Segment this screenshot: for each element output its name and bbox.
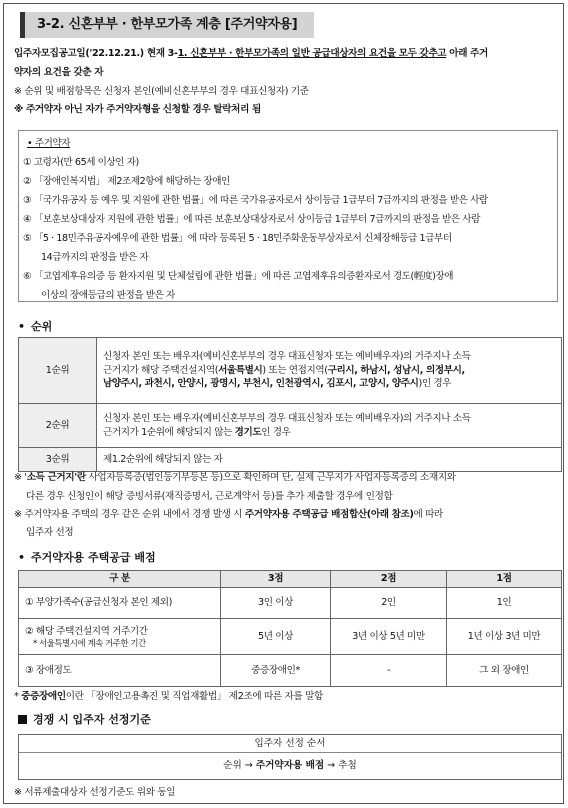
score-1: 1인 (447, 588, 562, 619)
square-bullet-icon (18, 715, 27, 724)
rank-description: 제1.2순위에 해당되지 않는 자 (97, 448, 562, 472)
intro-note-1: ※ 순위 및 배점항목은 신청자 본인(예비신혼부부의 경우 대표신청자) 기준 (14, 86, 309, 97)
rank-note-1: ※ '소득 근거지'란 사업자등록증(법인등기부등본 등)으로 확인하며 단, 실제 근무지가 사업자등록증의 소재지와 (14, 472, 456, 483)
allocation-heading: • 주거약자용 주택공급 배점 (18, 551, 156, 564)
selection-order-body: 순위 → 주거약자용 배점 → 추첨 (223, 760, 357, 771)
score-2: - (331, 655, 447, 687)
allocation-footnote: * 중증장애인이란 「장애인고용촉진 및 직업재활법」 제2조에 따른 자를 말함 (14, 691, 323, 702)
intro-line-1: 입주자모집공고일('22.12.21.) 현재 3-1. 신혼부부 · 한부모가족의 일반 공급대상자의 요건을 모두 갖추고 아래 주거 (14, 48, 488, 59)
criteria-item: ⑥ 「고엽제후유의증 등 환자지원 및 단체설립에 관한 법률」에 따른 고엽제후유의증환자로서 경도(輕度)장애 (23, 271, 454, 282)
criteria-item: ③ 「국가유공자 등 예우 및 지원에 관한 법률」에 따른 국가유공자로서 상이등급 1급부터 7급까지의 판정을 받은 사람 (23, 195, 488, 206)
table-row (19, 404, 562, 448)
criteria-box (18, 130, 558, 302)
rank-description: 신청자 본인 또는 배우자(예비신혼부부의 경우 대표신청자 또는 예비배우자)의 거주지나 소득 근거지가 해당 주택건설지역(서울특별시) 또는 연접지역(구리시, 하남시, 성남시, 의정부시, 남양주시, 과천시, 안양시, 광명시, 부천시, 인천광역시, 김포시, 고양시, 양주시)인 경우 (97, 338, 562, 404)
criteria-label: ② 해당 주택건설지역 거주기간 * 서울특별시에 계속 거주한 기간 (19, 619, 221, 655)
table-row (19, 655, 562, 687)
allocation-table (18, 570, 562, 687)
score-2: 3년 이상 5년 미만 (331, 619, 447, 655)
section-title (20, 12, 314, 38)
rank-note-1-cont: 다른 경우 신청인이 해당 증빙서류(재직증명서, 근로계약서 등)를 추가 제출할 경우에 인정함 (26, 491, 393, 502)
criteria-item: ④ 「보훈보상대상자 지원에 관한 법률」에 따른 보훈보상대상자로서 상이등급 1급부터 7급까지의 판정을 받은 사람 (23, 214, 480, 225)
selection-note: ※ 서류제출대상자 선정기준도 위와 동일 (14, 787, 176, 798)
score-3: 5년 이상 (221, 619, 331, 655)
section-title-text: 3-2. 신혼부부 · 한부모가족 계층 [주거약자용] (37, 16, 298, 32)
rank-label: 2순위 (19, 404, 97, 448)
selection-order-box (18, 734, 562, 780)
column-header: 2점 (331, 571, 447, 588)
document-page (3, 3, 564, 804)
rank-label: 1순위 (19, 338, 97, 404)
criteria-item: ② 「장애인복지법」 제2조제2항에 해당하는 장애인 (23, 176, 230, 187)
table-row (19, 619, 562, 655)
column-header: 3점 (221, 571, 331, 588)
intro-note-2: ※ 주거약자 아닌 자가 주거약자형을 신청할 경우 탈락처리 됨 (14, 104, 261, 115)
score-3: 3인 이상 (221, 588, 331, 619)
column-header: 1점 (447, 571, 562, 588)
intro-line-2: 약자의 요건을 갖춘 자 (14, 67, 104, 78)
rank-description: 신청자 본인 또는 배우자(예비신혼부부의 경우 대표신청자 또는 예비배우자)의 거주지나 소득 근거지가 1순위에 해당되지 않는 경기도인 경우 (97, 404, 562, 448)
score-3: 중증장애인* (221, 655, 331, 687)
table-header-row (19, 571, 562, 588)
selection-order-header: 입주자 선정 순서 (19, 735, 561, 753)
table-row (19, 448, 562, 472)
column-header: 구 분 (19, 571, 221, 588)
table-row (19, 338, 562, 404)
score-1: 그 외 장애인 (447, 655, 562, 687)
rank-note-2-cont: 입주자 선정 (26, 527, 74, 538)
score-1: 1년 이상 3년 미만 (447, 619, 562, 655)
criteria-label: ③ 장애정도 (19, 655, 221, 687)
criteria-label: ① 부양가족수(공급신청자 본인 제외) (19, 588, 221, 619)
rank-label: 3순위 (19, 448, 97, 472)
table-row (19, 588, 562, 619)
criteria-item: 14급까지의 판정을 받은 자 (41, 252, 149, 263)
rank-note-2: ※ 주거약자용 주택의 경우 같은 순위 내에서 경쟁 발생 시 주거약자용 주택공급 배점합산(아래 참조)에 따라 (14, 509, 443, 520)
score-2: 2인 (331, 588, 447, 619)
selection-heading: 경쟁 시 입주자 선정기준 (18, 712, 151, 728)
ranking-table (18, 337, 562, 472)
criteria-item: ① 고령자(만 65세 이상인 자) (23, 157, 139, 168)
criteria-item: ⑤ 「5 · 18민주유공자예우에 관한 법률」에 따라 등록된 5 · 18민주화운동부상자로서 신체장해등급 1급부터 (23, 233, 452, 244)
criteria-heading: • 주거약자 (27, 138, 71, 149)
criteria-item: 이상의 장애등급의 판정을 받은 자 (41, 290, 175, 301)
ranking-heading: • 순위 (18, 320, 53, 333)
